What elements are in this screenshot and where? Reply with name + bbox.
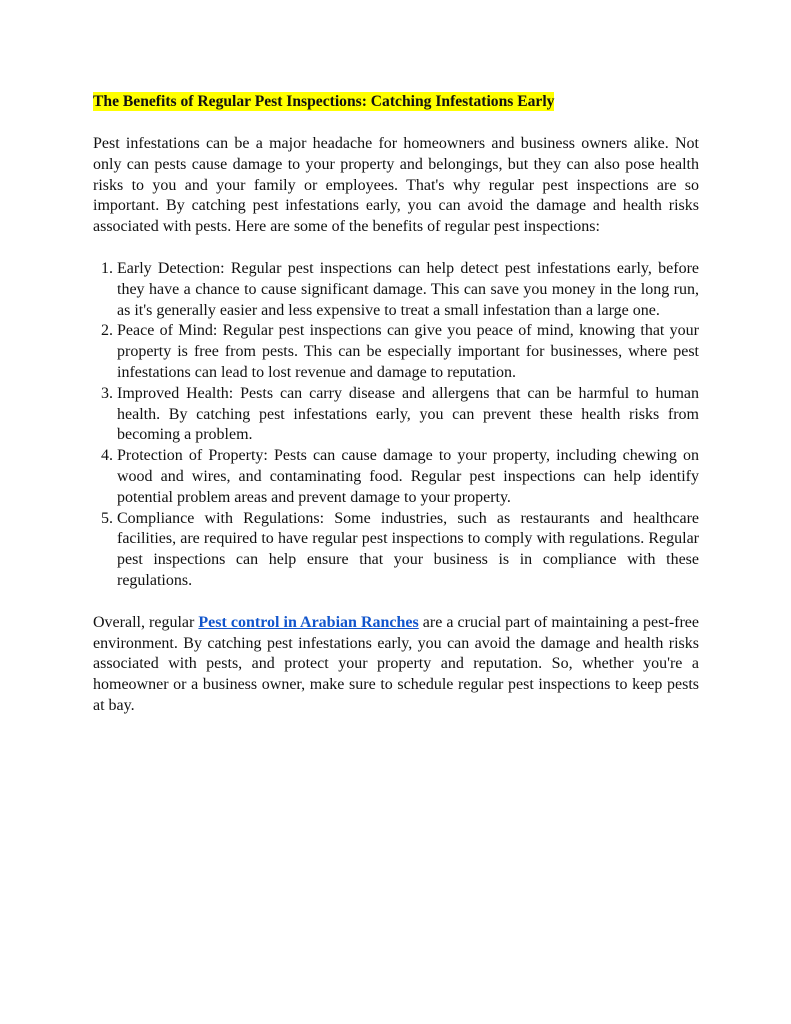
conclusion-paragraph (93, 613, 699, 717)
title-highlight: The Benefits of Regular Pest Inspections: Catching Infestations Early (93, 93, 555, 110)
conclusion-text-end: are a crucial part of maintaining a pest-free environment. By catching pest infestations early, you can avoid the damage and health risks associated with pests, and protect your property and reputation. So, whether you're a homeowner or a business owner, make sure to schedule regular pest inspections to keep pests at bay. (93, 613, 700, 714)
list-item: 2. Peace of Mind: Regular pest inspections can give you peace of mind, knowing that your property is free from pests. This can be especially important for businesses, where pest infestations can lead to lost revenue and damage to reputation. (117, 321, 699, 383)
list-item: 3. Improved Health: Pests can carry disease and allergens that can be harmful to human health. By catching pest infestations early, you can prevent these health risks from becoming a problem. (117, 384, 699, 446)
document-title (93, 92, 699, 112)
pest-control-link[interactable]: Pest control in Arabian Ranches (198, 613, 419, 631)
list-item: 1. Early Detection: Regular pest inspections can help detect pest infestations early, before they have a chance to cause significant damage. This can save you money in the long run, as it's generally easier and less expensive to treat a small infestation than a large one. (117, 259, 699, 321)
list-item: 5. Compliance with Regulations: Some industries, such as restaurants and healthcare facilities, are required to have regular pest inspections to comply with regulations. Regular pest inspections can help ensure that your business is in compliance with these regulations. (117, 509, 699, 592)
document-page (93, 92, 699, 738)
conclusion-text-start: Overall, regular (93, 613, 199, 631)
list-item: 4. Protection of Property: Pests can cause damage to your property, including chewing on wood and wires, and contaminating food. Regular pest inspections can help identify potential problem areas and prevent damage to your property. (117, 446, 699, 508)
benefits-list (93, 259, 699, 592)
intro-paragraph: Pest infestations can be a major headache for homeowners and business owners alike. Not only can pests cause damage to your property and belongings, but they can also pose health risks to you and your family or employees. That's why regular pest inspections are so important. By catching pest infestations early, you can avoid the damage and health risks associated with pests. Here are some of the benefits of regular pest inspections: (93, 135, 699, 236)
